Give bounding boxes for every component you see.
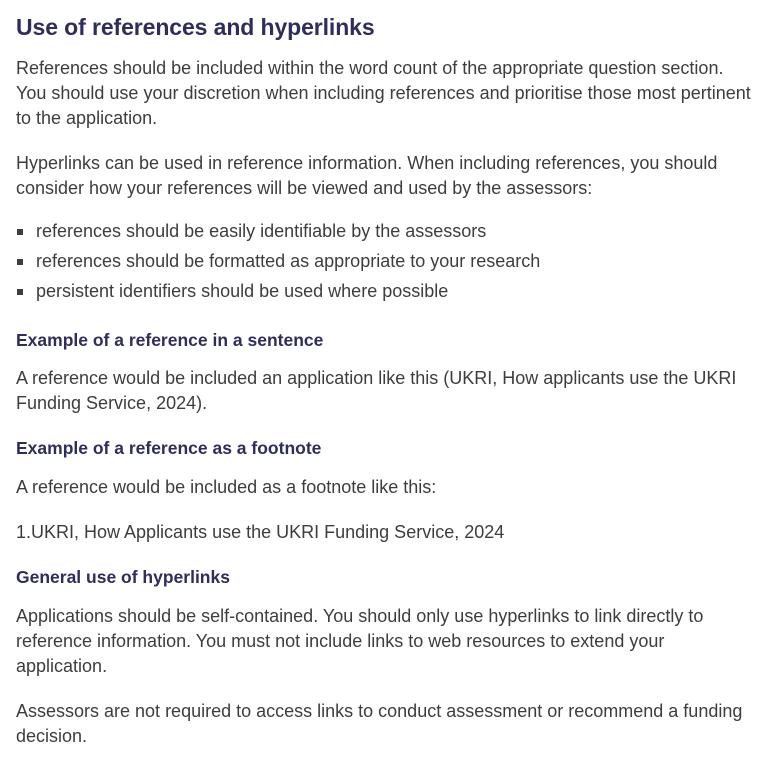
square-bullet-icon bbox=[17, 259, 23, 265]
footnote-example-text: A reference would be included as a footnote like this: bbox=[16, 477, 437, 497]
reference-guidance-list bbox=[16, 216, 756, 306]
intro-paragraph-hyperlinks: Hyperlinks can be used in reference information. When including references, you should consider how your references will be viewed and used by the assessors: bbox=[16, 153, 718, 198]
list-item-text: references should be formatted as appropriate to your research bbox=[36, 251, 541, 271]
list-item bbox=[16, 216, 756, 246]
intro-paragraph-references: References should be included within the word count of the appropriate question section. You should use your discretion when including references and prioritise those most pertinent to the application. bbox=[16, 58, 751, 128]
list-item-text: references should be easily identifiable by the assessors bbox=[36, 221, 487, 241]
sentence-example-text: A reference would be included an application like this (UKRI, How applicants use the UKRI Funding Service, 2024). bbox=[16, 368, 737, 413]
list-item bbox=[16, 246, 756, 276]
sentence-example-heading: Example of a reference in a sentence bbox=[16, 330, 324, 350]
square-bullet-icon bbox=[17, 229, 23, 235]
hyperlinks-paragraph-assessors: Assessors are not required to access links to conduct assessment or recommend a funding decision. bbox=[16, 701, 743, 746]
footnote-reference: 1.UKRI, How Applicants use the UKRI Funding Service, 2024 bbox=[16, 522, 505, 542]
footnote-example-heading: Example of a reference as a footnote bbox=[16, 438, 322, 458]
square-bullet-icon bbox=[17, 289, 23, 295]
hyperlinks-heading: General use of hyperlinks bbox=[16, 567, 230, 587]
list-item bbox=[16, 276, 756, 306]
hyperlinks-paragraph-self-contained: Applications should be self-contained. You should only use hyperlinks to link directly to reference information. You must not include links to web resources to extend your application. bbox=[16, 606, 704, 676]
list-item-text: persistent identifiers should be used where possible bbox=[36, 281, 449, 301]
page-heading: Use of references and hyperlinks bbox=[16, 14, 375, 40]
